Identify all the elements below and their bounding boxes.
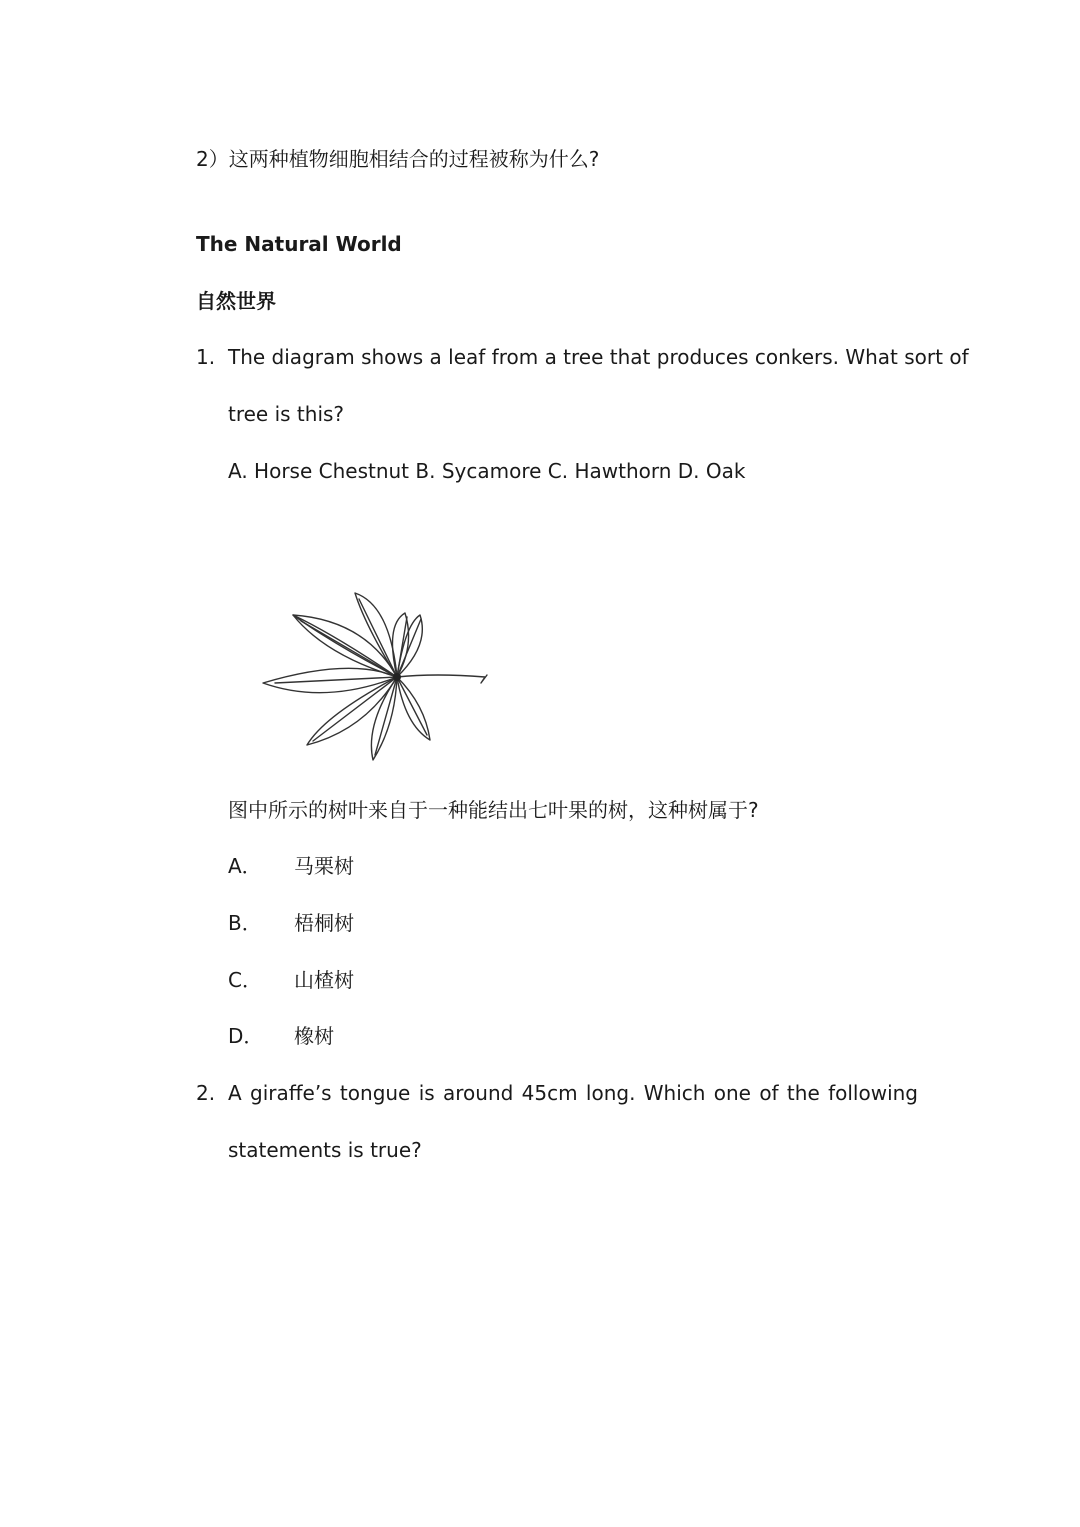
question-1-options-english: A. Horse Chestnut B. Sycamore C. Hawthorn D. Oak <box>228 459 746 483</box>
section-title-chinese: 自然世界 <box>196 289 276 313</box>
previous-question: 2）这两种植物细胞相结合的过程被称为什么? <box>196 147 600 171</box>
question-1-number: 1. <box>196 345 216 369</box>
question-2-text-line-2: statements is true? <box>228 1138 422 1162</box>
option-b-text: 梧桐树 <box>294 911 354 935</box>
option-c-letter: C． <box>228 968 262 992</box>
horse-chestnut-leaf-figure <box>255 585 495 765</box>
option-a-letter: A． <box>228 854 262 878</box>
option-d-letter: D． <box>228 1024 264 1048</box>
section-title-english: The Natural World <box>196 232 402 256</box>
question-1-text-line-2: tree is this? <box>228 402 345 426</box>
question-2-number: 2. <box>196 1081 216 1105</box>
option-c-text: 山楂树 <box>294 968 354 992</box>
question-2-text-line-1: A giraffe’s tongue is around 45cm long. Which one of the following <box>228 1081 918 1105</box>
option-a-text: 马栗树 <box>294 854 354 878</box>
question-1-chinese-text: 图中所示的树叶来自于一种能结出七叶果的树，这种树属于? <box>228 798 759 822</box>
option-b-letter: B． <box>228 911 262 935</box>
question-1-text-line-1: The diagram shows a leaf from a tree that produces conkers. What sort of <box>228 345 969 369</box>
option-d-text: 橡树 <box>294 1024 334 1048</box>
